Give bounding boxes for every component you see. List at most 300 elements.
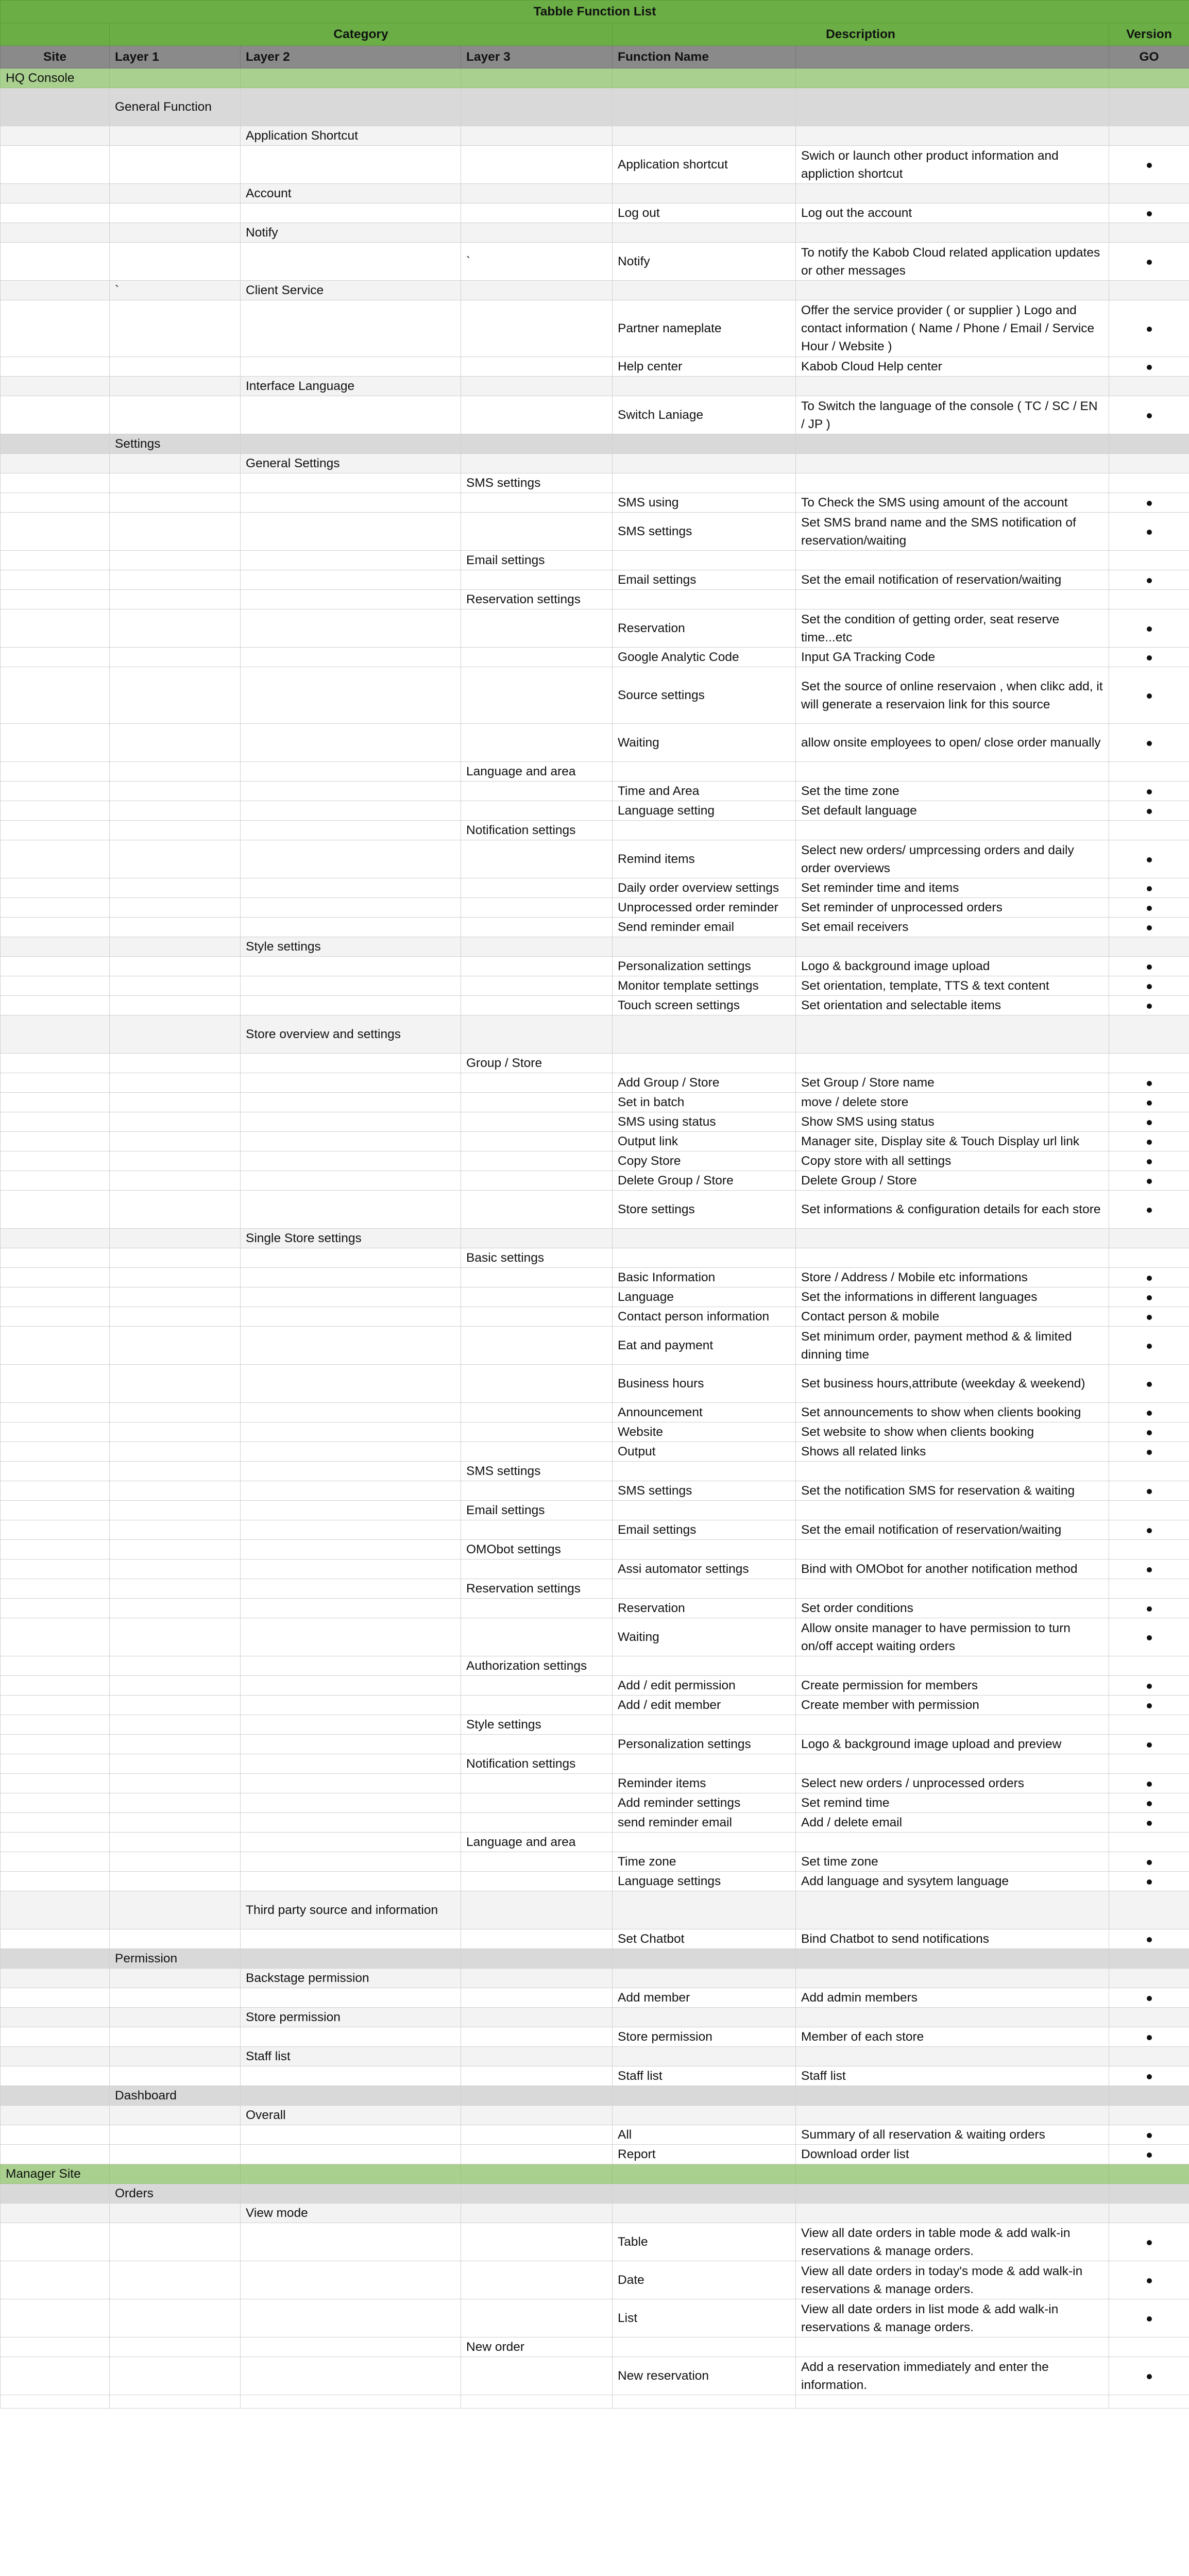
description-cell bbox=[796, 1015, 1109, 1054]
layer-2-row bbox=[1, 377, 1189, 396]
function-name-cell: New reservation bbox=[613, 2357, 796, 2395]
layer-3-cell bbox=[461, 898, 613, 918]
site-cell bbox=[1, 1929, 110, 1949]
layer-3-row bbox=[1, 1715, 1189, 1735]
layer-3-cell bbox=[461, 2261, 613, 2299]
go-cell bbox=[1109, 1327, 1189, 1365]
layer-1-cell bbox=[110, 1112, 241, 1132]
go-cell bbox=[1109, 2164, 1189, 2184]
go-cell bbox=[1109, 1015, 1189, 1054]
function-name-cell: Unprocessed order reminder bbox=[613, 898, 796, 918]
layer-2-cell bbox=[241, 918, 461, 937]
layer-1-cell bbox=[110, 2047, 241, 2066]
layer-3-cell bbox=[461, 1852, 613, 1872]
description-cell: Delete Group / Store bbox=[796, 1171, 1109, 1191]
go-cell bbox=[1109, 1540, 1189, 1560]
site-cell bbox=[1, 1676, 110, 1696]
layer-2-row bbox=[1, 281, 1189, 300]
function-row bbox=[1, 513, 1189, 551]
go-supported-bullet bbox=[1147, 501, 1152, 506]
site-cell bbox=[1, 1715, 110, 1735]
go-supported-bullet bbox=[1147, 1276, 1152, 1281]
layer-3-cell bbox=[461, 126, 613, 146]
function-row bbox=[1, 1422, 1189, 1442]
layer-3-cell bbox=[461, 1268, 613, 1287]
description-cell: Create permission for members bbox=[796, 1676, 1109, 1696]
layer-3-cell bbox=[461, 223, 613, 243]
function-name-cell: Set in batch bbox=[613, 1093, 796, 1112]
site-cell bbox=[1, 1872, 110, 1891]
site-cell bbox=[1, 1073, 110, 1093]
layer-1-cell: General Function bbox=[110, 88, 241, 126]
layer-1-cell bbox=[110, 396, 241, 434]
function-name-cell bbox=[613, 2204, 796, 2223]
function-row bbox=[1, 1618, 1189, 1656]
site-cell bbox=[1, 724, 110, 762]
layer-2-cell bbox=[241, 396, 461, 434]
layer-2-cell bbox=[241, 1073, 461, 1093]
function-name-cell bbox=[613, 2184, 796, 2204]
layer-2-cell bbox=[241, 1191, 461, 1229]
site-cell bbox=[1, 2357, 110, 2395]
site-cell bbox=[1, 1852, 110, 1872]
layer-2-cell bbox=[241, 1560, 461, 1579]
function-name-cell bbox=[613, 937, 796, 957]
go-supported-bullet bbox=[1147, 1996, 1152, 2001]
description-cell bbox=[796, 88, 1109, 126]
function-name-cell: Language settings bbox=[613, 1872, 796, 1891]
layer-1-cell bbox=[110, 840, 241, 878]
go-cell bbox=[1109, 1093, 1189, 1112]
layer-3-cell bbox=[461, 1599, 613, 1618]
layer-3-cell bbox=[461, 1793, 613, 1813]
site-cell bbox=[1, 1191, 110, 1229]
layer-2-cell: Style settings bbox=[241, 937, 461, 957]
function-name-cell: Waiting bbox=[613, 724, 796, 762]
go-cell bbox=[1109, 1988, 1189, 2008]
layer-3-cell bbox=[461, 782, 613, 801]
go-cell bbox=[1109, 1735, 1189, 1754]
layer-2-cell bbox=[241, 357, 461, 377]
description-cell: Select new orders/ umprcessing orders and daily order overviews bbox=[796, 840, 1109, 878]
layer-1-row bbox=[1, 2184, 1189, 2204]
description-cell: Show SMS using status bbox=[796, 1112, 1109, 1132]
function-name-cell: Time and Area bbox=[613, 782, 796, 801]
layer-2-cell bbox=[241, 1307, 461, 1327]
function-row bbox=[1, 1793, 1189, 1813]
go-supported-bullet bbox=[1147, 163, 1152, 168]
layer-1-cell bbox=[110, 1403, 241, 1422]
layer-3-cell bbox=[461, 724, 613, 762]
description-cell bbox=[796, 1949, 1109, 1969]
layer-2-cell: Client Service bbox=[241, 281, 461, 300]
description-cell: Set orientation, template, TTS & text content bbox=[796, 976, 1109, 996]
go-cell bbox=[1109, 513, 1189, 551]
go-cell bbox=[1109, 1949, 1189, 1969]
function-row bbox=[1, 648, 1189, 667]
function-row bbox=[1, 782, 1189, 801]
layer-1-cell bbox=[110, 126, 241, 146]
layer-3-row bbox=[1, 590, 1189, 609]
layer-2-cell bbox=[241, 782, 461, 801]
layer-1-cell bbox=[110, 2337, 241, 2357]
function-row bbox=[1, 243, 1189, 281]
layer-2-cell bbox=[241, 1520, 461, 1540]
go-cell bbox=[1109, 473, 1189, 493]
function-name-cell bbox=[613, 126, 796, 146]
function-row bbox=[1, 1481, 1189, 1501]
function-name-cell: Add reminder settings bbox=[613, 1793, 796, 1813]
layer-1-cell bbox=[110, 1501, 241, 1520]
function-row bbox=[1, 1852, 1189, 1872]
go-supported-bullet bbox=[1147, 984, 1152, 989]
function-row bbox=[1, 976, 1189, 996]
layer-1-cell bbox=[110, 551, 241, 570]
function-name-cell bbox=[613, 184, 796, 204]
go-cell bbox=[1109, 1268, 1189, 1287]
function-name-cell bbox=[613, 1054, 796, 1073]
function-name-cell: Website bbox=[613, 1422, 796, 1442]
layer-1-cell bbox=[110, 609, 241, 648]
layer-1-cell bbox=[110, 513, 241, 551]
function-name-cell: Reservation bbox=[613, 1599, 796, 1618]
description-cell: Set the informations in different languages bbox=[796, 1287, 1109, 1307]
site-cell bbox=[1, 223, 110, 243]
layer-2-cell: General Settings bbox=[241, 454, 461, 473]
description-header: Description bbox=[613, 23, 1109, 46]
function-row bbox=[1, 957, 1189, 976]
layer-1-cell bbox=[110, 801, 241, 821]
layer-3-cell bbox=[461, 2047, 613, 2066]
layer-3-row bbox=[1, 551, 1189, 570]
go-cell bbox=[1109, 918, 1189, 937]
layer-3-cell bbox=[461, 1929, 613, 1949]
layer-2-cell bbox=[241, 762, 461, 782]
layer-2-cell: Overall bbox=[241, 2106, 461, 2125]
function-row bbox=[1, 204, 1189, 223]
layer-2-cell bbox=[241, 1833, 461, 1852]
layer-1-cell: Orders bbox=[110, 2184, 241, 2204]
description-cell: Set orientation and selectable items bbox=[796, 996, 1109, 1015]
site-cell bbox=[1, 434, 110, 454]
title-row bbox=[1, 1, 1189, 23]
function-row bbox=[1, 878, 1189, 898]
site-cell bbox=[1, 1891, 110, 1929]
go-supported-bullet bbox=[1147, 1742, 1152, 1748]
layer-3-cell bbox=[461, 976, 613, 996]
go-supported-bullet bbox=[1147, 1879, 1152, 1885]
go-cell bbox=[1109, 2357, 1189, 2395]
description-cell bbox=[796, 454, 1109, 473]
site-cell bbox=[1, 1132, 110, 1151]
function-name-cell bbox=[613, 2395, 796, 2409]
go-cell bbox=[1109, 1151, 1189, 1171]
site-cell bbox=[1, 243, 110, 281]
layer-3-row bbox=[1, 473, 1189, 493]
layer-1-cell bbox=[110, 2299, 241, 2337]
layer-2-cell bbox=[241, 1054, 461, 1073]
layer-2-cell bbox=[241, 1579, 461, 1599]
go-cell bbox=[1109, 1307, 1189, 1327]
layer-2-row bbox=[1, 2047, 1189, 2066]
layer-1-cell bbox=[110, 1422, 241, 1442]
description-cell bbox=[796, 1715, 1109, 1735]
layer-1-cell bbox=[110, 1618, 241, 1656]
description-cell: Set the time zone bbox=[796, 782, 1109, 801]
description-cell bbox=[796, 2086, 1109, 2106]
layer-3-cell bbox=[461, 1112, 613, 1132]
layer-3-cell bbox=[461, 996, 613, 1015]
function-row bbox=[1, 1676, 1189, 1696]
go-cell bbox=[1109, 69, 1189, 88]
go-cell bbox=[1109, 377, 1189, 396]
layer-2-cell bbox=[241, 801, 461, 821]
layer-2-cell bbox=[241, 1929, 461, 1949]
function-name-cell: Log out bbox=[613, 204, 796, 223]
layer-2-cell: Third party source and information bbox=[241, 1891, 461, 1929]
description-cell: Logo & background image upload bbox=[796, 957, 1109, 976]
function-name-cell: Announcement bbox=[613, 1403, 796, 1422]
layer-2-row bbox=[1, 1969, 1189, 1988]
layer-3-cell: Language and area bbox=[461, 1833, 613, 1852]
layer-2-row bbox=[1, 2106, 1189, 2125]
description-cell: move / delete store bbox=[796, 1093, 1109, 1112]
site-cell bbox=[1, 2395, 110, 2409]
layer-2-cell bbox=[241, 840, 461, 878]
go-supported-bullet bbox=[1147, 2133, 1152, 2138]
description-cell: Set website to show when clients booking bbox=[796, 1422, 1109, 1442]
function-row bbox=[1, 1560, 1189, 1579]
layer-3-cell bbox=[461, 801, 613, 821]
layer-1-cell bbox=[110, 1872, 241, 1891]
go-cell bbox=[1109, 2395, 1189, 2409]
layer-3-cell bbox=[461, 570, 613, 590]
layer-2-cell bbox=[241, 1656, 461, 1676]
description-cell: Set email receivers bbox=[796, 918, 1109, 937]
column-header-layer-2: Layer 2 bbox=[241, 46, 461, 69]
go-supported-bullet bbox=[1147, 1100, 1152, 1106]
function-name-cell: Monitor template settings bbox=[613, 976, 796, 996]
description-cell: Create member with permission bbox=[796, 1696, 1109, 1715]
layer-2-row bbox=[1, 2204, 1189, 2223]
description-cell: Set remind time bbox=[796, 1793, 1109, 1813]
site-cell bbox=[1, 1656, 110, 1676]
layer-1-cell bbox=[110, 1093, 241, 1112]
description-cell: Set informations & configuration details for each store bbox=[796, 1191, 1109, 1229]
layer-2-row bbox=[1, 1229, 1189, 1248]
layer-1-cell bbox=[110, 2204, 241, 2223]
layer-2-cell bbox=[241, 1754, 461, 1774]
layer-2-cell bbox=[241, 667, 461, 724]
layer-3-cell bbox=[461, 667, 613, 724]
description-cell bbox=[796, 821, 1109, 840]
go-cell bbox=[1109, 2027, 1189, 2047]
layer-3-row bbox=[1, 1754, 1189, 1774]
layer-3-cell bbox=[461, 2164, 613, 2184]
layer-3-cell bbox=[461, 1327, 613, 1365]
layer-3-cell bbox=[461, 357, 613, 377]
function-name-cell bbox=[613, 454, 796, 473]
function-name-cell: Output link bbox=[613, 1132, 796, 1151]
go-cell bbox=[1109, 590, 1189, 609]
function-name-cell bbox=[613, 1462, 796, 1481]
layer-2-cell: Single Store settings bbox=[241, 1229, 461, 1248]
go-supported-bullet bbox=[1147, 1528, 1152, 1533]
site-cell bbox=[1, 2299, 110, 2337]
layer-1-row bbox=[1, 2086, 1189, 2106]
layer-2-cell bbox=[241, 1715, 461, 1735]
layer-3-cell: Group / Store bbox=[461, 1054, 613, 1073]
layer-2-cell bbox=[241, 1365, 461, 1403]
go-cell bbox=[1109, 1754, 1189, 1774]
function-row bbox=[1, 898, 1189, 918]
function-name-cell: Report bbox=[613, 2145, 796, 2164]
description-cell: Set the source of online reservaion , when clikc add, it will generate a reservaion link for this source bbox=[796, 667, 1109, 724]
go-supported-bullet bbox=[1147, 1382, 1152, 1387]
layer-2-cell bbox=[241, 1852, 461, 1872]
function-name-cell: Store settings bbox=[613, 1191, 796, 1229]
function-name-cell: Reservation bbox=[613, 609, 796, 648]
description-cell bbox=[796, 2204, 1109, 2223]
layer-2-cell bbox=[241, 1988, 461, 2008]
layer-3-cell: Authorization settings bbox=[461, 1656, 613, 1676]
layer-3-cell bbox=[461, 1696, 613, 1715]
function-name-cell bbox=[613, 1891, 796, 1929]
function-name-cell bbox=[613, 1715, 796, 1735]
layer-3-cell bbox=[461, 88, 613, 126]
layer-2-cell bbox=[241, 898, 461, 918]
go-supported-bullet bbox=[1147, 413, 1152, 418]
go-cell bbox=[1109, 2223, 1189, 2261]
go-cell bbox=[1109, 1969, 1189, 1988]
description-cell bbox=[796, 2008, 1109, 2027]
layer-3-cell bbox=[461, 69, 613, 88]
layer-2-cell bbox=[241, 1403, 461, 1422]
go-cell bbox=[1109, 937, 1189, 957]
layer-1-cell bbox=[110, 1132, 241, 1151]
go-cell bbox=[1109, 1599, 1189, 1618]
layer-1-cell bbox=[110, 1015, 241, 1054]
layer-2-cell bbox=[241, 2261, 461, 2299]
description-cell bbox=[796, 1501, 1109, 1520]
site-cell bbox=[1, 2008, 110, 2027]
function-name-cell: Add / edit permission bbox=[613, 1676, 796, 1696]
go-cell bbox=[1109, 357, 1189, 377]
go-supported-bullet bbox=[1147, 1635, 1152, 1640]
layer-3-cell bbox=[461, 1520, 613, 1540]
site-cell bbox=[1, 2027, 110, 2047]
site-cell bbox=[1, 1618, 110, 1656]
description-cell: Set reminder time and items bbox=[796, 878, 1109, 898]
go-supported-bullet bbox=[1147, 1703, 1152, 1708]
site-cell bbox=[1, 1422, 110, 1442]
description-cell bbox=[796, 1054, 1109, 1073]
go-supported-bullet bbox=[1147, 2035, 1152, 2040]
function-row bbox=[1, 2125, 1189, 2145]
go-cell bbox=[1109, 300, 1189, 357]
function-name-cell: Email settings bbox=[613, 1520, 796, 1540]
site-cell bbox=[1, 1287, 110, 1307]
layer-2-cell bbox=[241, 2357, 461, 2395]
layer-2-cell bbox=[241, 878, 461, 898]
function-row bbox=[1, 1171, 1189, 1191]
function-row bbox=[1, 2395, 1189, 2409]
go-supported-bullet bbox=[1147, 1315, 1152, 1320]
description-cell bbox=[796, 1248, 1109, 1268]
site-cell bbox=[1, 357, 110, 377]
description-cell bbox=[796, 2047, 1109, 2066]
function-name-cell: All bbox=[613, 2125, 796, 2145]
description-cell: To Check the SMS using amount of the account bbox=[796, 493, 1109, 513]
layer-1-cell bbox=[110, 1191, 241, 1229]
layer-2-cell bbox=[241, 957, 461, 976]
function-row bbox=[1, 1520, 1189, 1540]
function-name-cell bbox=[613, 2106, 796, 2125]
site-cell bbox=[1, 454, 110, 473]
layer-2-cell: Interface Language bbox=[241, 377, 461, 396]
layer-3-cell bbox=[461, 146, 613, 184]
description-cell bbox=[796, 590, 1109, 609]
layer-3-cell: Language and area bbox=[461, 762, 613, 782]
description-cell: Set the email notification of reservation/waiting bbox=[796, 570, 1109, 590]
layer-3-cell bbox=[461, 300, 613, 357]
function-name-cell bbox=[613, 69, 796, 88]
description-cell bbox=[796, 1656, 1109, 1676]
go-cell bbox=[1109, 1422, 1189, 1442]
layer-1-cell bbox=[110, 1481, 241, 1501]
layer-1-cell bbox=[110, 69, 241, 88]
go-supported-bullet bbox=[1147, 1120, 1152, 1125]
description-cell bbox=[796, 1229, 1109, 1248]
go-cell bbox=[1109, 762, 1189, 782]
go-supported-bullet bbox=[1147, 1081, 1152, 1086]
layer-2-cell bbox=[241, 996, 461, 1015]
site-cell bbox=[1, 898, 110, 918]
function-name-cell bbox=[613, 473, 796, 493]
function-name-cell bbox=[613, 281, 796, 300]
layer-2-cell bbox=[241, 1248, 461, 1268]
layer-1-cell bbox=[110, 1073, 241, 1093]
go-supported-bullet bbox=[1147, 578, 1152, 583]
layer-1-cell bbox=[110, 1327, 241, 1365]
layer-1-cell bbox=[110, 1229, 241, 1248]
layer-3-cell bbox=[461, 1365, 613, 1403]
function-name-cell: Waiting bbox=[613, 1618, 796, 1656]
layer-2-row bbox=[1, 1891, 1189, 1929]
layer-3-cell bbox=[461, 2223, 613, 2261]
layer-3-cell bbox=[461, 184, 613, 204]
layer-2-cell bbox=[241, 2125, 461, 2145]
go-cell bbox=[1109, 1579, 1189, 1599]
go-cell bbox=[1109, 1171, 1189, 1191]
go-supported-bullet bbox=[1147, 1860, 1152, 1865]
layer-1-cell bbox=[110, 782, 241, 801]
function-row bbox=[1, 300, 1189, 357]
function-name-cell: List bbox=[613, 2299, 796, 2337]
layer-3-cell bbox=[461, 2125, 613, 2145]
layer-2-cell bbox=[241, 1793, 461, 1813]
site-cell bbox=[1, 648, 110, 667]
function-row bbox=[1, 840, 1189, 878]
layer-1-cell bbox=[110, 878, 241, 898]
function-name-cell: Staff list bbox=[613, 2066, 796, 2086]
layer-2-cell bbox=[241, 724, 461, 762]
site-cell bbox=[1, 1442, 110, 1462]
go-cell bbox=[1109, 1833, 1189, 1852]
function-row bbox=[1, 801, 1189, 821]
go-supported-bullet bbox=[1147, 925, 1152, 930]
layer-3-cell bbox=[461, 1403, 613, 1422]
